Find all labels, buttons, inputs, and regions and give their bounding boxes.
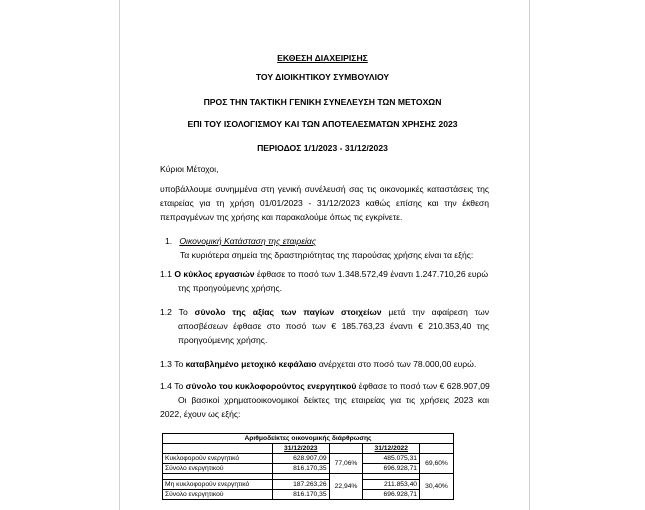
paragraph-1-1-line-1 (160, 269, 488, 280)
report-title: ΕΚΘΕΣΗ ΔΙΑΧΕΙΡΙΣΗΣ (277, 53, 368, 63)
paragraph-number: 1.3 (160, 359, 172, 369)
table-header-row (163, 444, 454, 454)
paragraph-text: έφθασε το ποσό των € 628.907,09 (358, 381, 490, 391)
table-row (163, 464, 454, 474)
ratio-2023: 77,06% (329, 454, 363, 474)
turnover-term: Ο κύκλος εργασιών (174, 269, 255, 279)
ratio-2023: 22,94% (329, 474, 363, 500)
paragraph-1-4-line-1 (160, 381, 490, 392)
paragraph-1-3 (160, 359, 476, 370)
paragraph-1-4-line-3: 2022, έχουν ως εξής: (160, 409, 241, 419)
value-2023: 628.907,09 (273, 454, 330, 464)
report-subtitle-balance: ΕΠΙ ΤΟΥ ΙΣΟΛΟΓΙΣΜΟΥ ΚΑΙ ΤΩΝ ΑΠΟΤΕΛΕΣΜΑΤΩΝ ΧΡΗΣΗΣ 2023 (187, 119, 458, 129)
table-header-empty (163, 444, 273, 454)
section-1-heading (165, 236, 316, 247)
report-subtitle-assembly: ΠΡΟΣ ΤΗΝ ΤΑΚΤΙΚΗ ΓΕΝΙΚΗ ΣΥΝΕΛΕΥΣΗ ΤΩΝ ΜΕΤΟΧΩΝ (203, 97, 442, 107)
row-label: Κυκλοφορούν ενεργητικό (163, 454, 273, 464)
intro-line-1: υποβάλλουμε συνημμένα στη γενική συνέλευσή σας τις οικονομικές καταστάσεις της (160, 184, 489, 194)
value-2022: 211.853,40 (363, 480, 420, 490)
report-subtitle-board: ΤΟΥ ΔΙΟΙΚΗΤΙΚΟΥ ΣΥΜΒΟΥΛΙΟΥ (255, 72, 390, 82)
greeting: Κύριοι Μέτοχοι, (160, 164, 219, 174)
paragraph-1-2-line-3: προηγούμενης χρήσης. (178, 335, 268, 345)
paragraph-text: Το (178, 307, 188, 317)
table-header-empty (420, 444, 454, 454)
value-2022: 696.928,71 (363, 464, 420, 474)
value-2023: 816.170,35 (273, 464, 330, 474)
paragraph-1-2-line-1 (160, 307, 489, 318)
paragraph-1-1-line-2: της προηγούμενης χρήσης. (178, 283, 283, 293)
row-label: Σύνολο ενεργητικού (163, 490, 273, 500)
fixed-assets-term: σύνολο της αξίας των παγίων στοιχείων (194, 307, 382, 317)
paragraph-number: 1.1 (160, 269, 172, 279)
current-assets-term: σύνολο του κυκλοφορούντος ενεργητικού (185, 381, 357, 391)
paragraph-text: ανέρχεται στο ποσό των 78.000,00 ευρώ. (318, 359, 477, 369)
table-title: Αριθμοδείκτες οικονομικής διάρθρωσης (163, 434, 454, 444)
value-2023: 816.170,35 (273, 490, 330, 500)
table-header-empty (329, 444, 363, 454)
paragraph-text: Το (174, 359, 184, 369)
paragraph-1-2-line-2: αποσβέσεων έφθασε στο ποσό των € 185.763,23 έναντι € 210.353,40 της (178, 321, 489, 331)
paragraph-text: μετά την αφαίρεση των (388, 307, 489, 317)
value-2022: 696.928,71 (363, 490, 420, 500)
paragraph-number: 1.4 (160, 381, 172, 391)
value-2022: 485.075,31 (363, 454, 420, 464)
row-label: Σύνολο ενεργητικού (163, 464, 273, 474)
section-1-lead: Τα κυριότερα σημεία της δραστηριότητας της παρούσας χρήσης είναι τα εξής: (180, 250, 474, 260)
paragraph-1-4-line-2: Οι βασικοί χρηματοοικονομικοί δείκτες της εταιρείας για τις χρήσεις 2023 και (178, 395, 489, 405)
section-1-number: 1. (165, 236, 173, 246)
paragraph-text: έφθασε το ποσό των 1.348.572,49 έναντι 1.247.710,26 ευρώ (256, 269, 489, 279)
intro-line-2: εταιρείας για τη χρήση 01/01/2023 - 31/12/2023 καθώς επίσης και την έκθεση (160, 198, 489, 208)
table-row (163, 454, 454, 464)
paragraph-text: Το (174, 381, 184, 391)
share-capital-term: καταβλημένο μετοχικό κεφάλαιο (185, 359, 317, 369)
column-header-2023: 31/12/2023 (273, 444, 330, 454)
table-title-row (163, 434, 454, 444)
section-1-title: Οικονομική Κατάσταση της εταιρείας (179, 236, 317, 246)
row-label: Μη κυκλοφορούν ενεργητικό (163, 480, 273, 490)
column-header-2022: 31/12/2022 (363, 444, 420, 454)
table-row (163, 480, 454, 490)
value-2023: 187.263,26 (273, 480, 330, 490)
intro-line-3: πεπραγμένων της χρήσης και παρακαλούμε όπως τις εγκρίνετε. (160, 212, 403, 222)
ratio-2022: 69,60% (420, 454, 454, 474)
report-period: ΠΕΡΙΟΔΟΣ 1/1/2023 - 31/12/2023 (257, 143, 388, 153)
paragraph-number: 1.2 (160, 307, 172, 317)
financial-ratios-table (162, 433, 454, 500)
ratio-2022: 30,40% (420, 474, 454, 500)
table-row (163, 490, 454, 500)
